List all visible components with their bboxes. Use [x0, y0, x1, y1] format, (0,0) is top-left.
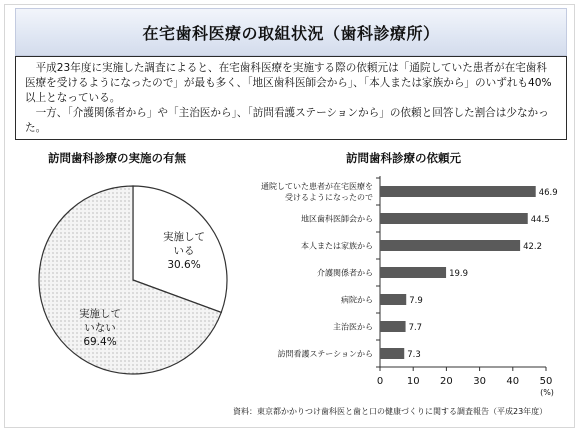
source-note: 資料：東京都かかりつけ歯科医と歯と口の健康づくりに関する調査報告（平成23年度） [233, 407, 548, 416]
pie-slice-label: いない [84, 322, 116, 334]
pie-chart-title: 訪問歯科診療の実施の有無 [48, 151, 186, 165]
bar-x-tick-label: 10 [406, 376, 420, 387]
bar-value-label: 7.9 [409, 296, 423, 306]
bar-value-label: 44.5 [530, 215, 550, 225]
page-title: 在宅歯科医療の取組状況（歯科診療所） [142, 23, 440, 43]
bar-3 [380, 267, 446, 278]
bar-category-label: 主治医から [333, 322, 373, 332]
bar-x-tick-label: 0 [376, 376, 384, 387]
bar-category-label: 病院から [341, 295, 373, 305]
pie-slice-value: 30.6% [167, 259, 201, 271]
pie-slice-label: 実施して [163, 231, 205, 243]
pie-slice-value: 69.4% [83, 336, 117, 348]
bar-5 [380, 321, 406, 332]
pie-slice-label: 実施して [79, 308, 121, 320]
bar-0 [380, 186, 536, 197]
bar-category-label: 本人または家族から [301, 241, 373, 251]
bar-4 [380, 294, 406, 305]
bar-category-label: 介護関係者から [317, 268, 373, 278]
bar-x-tick-label: 40 [506, 376, 520, 387]
bar-unit-label: (%) [540, 388, 554, 397]
bar-value-label: 46.9 [538, 188, 558, 198]
bar-value-label: 7.7 [408, 323, 423, 333]
pie-slice-label: いる [173, 245, 195, 257]
bar-value-label: 19.9 [449, 269, 469, 279]
bar-6 [380, 348, 404, 359]
bar-chart-title: 訪問歯科診療の依頼元 [346, 151, 461, 165]
bar-x-tick-label: 50 [539, 376, 553, 387]
bar-category-label: 地区歯科医師会から [301, 214, 373, 224]
summary-paragraph-1: 平成23年度に実施した調査によると、在宅歯科医療を実施する際の依頼元は「通院していた患者が在宅歯科医療を受けるようになったので」が最も多く、「地区歯科医師会から」、「本人または家族から」のいずれも40%以上となっている。 [25, 62, 552, 104]
summary-paragraph-2: 一方、「介護関係者から」や「主治医から」、「訪問看護ステーションから」の依頼と回答した割合は少なかった。 [25, 107, 549, 134]
bar-value-label: 7.3 [407, 350, 421, 360]
bar-x-tick-label: 30 [473, 376, 486, 387]
bar-1 [380, 213, 528, 224]
bar-category-label: 受けるようになったので [285, 193, 373, 202]
bar-2 [380, 240, 520, 251]
bar-value-label: 42.2 [523, 242, 543, 252]
bar-category-label: 通院していた患者が在宅医療を [261, 182, 373, 191]
bar-x-tick-label: 20 [440, 376, 453, 387]
bar-category-label: 訪問看護ステーションから [277, 349, 373, 359]
